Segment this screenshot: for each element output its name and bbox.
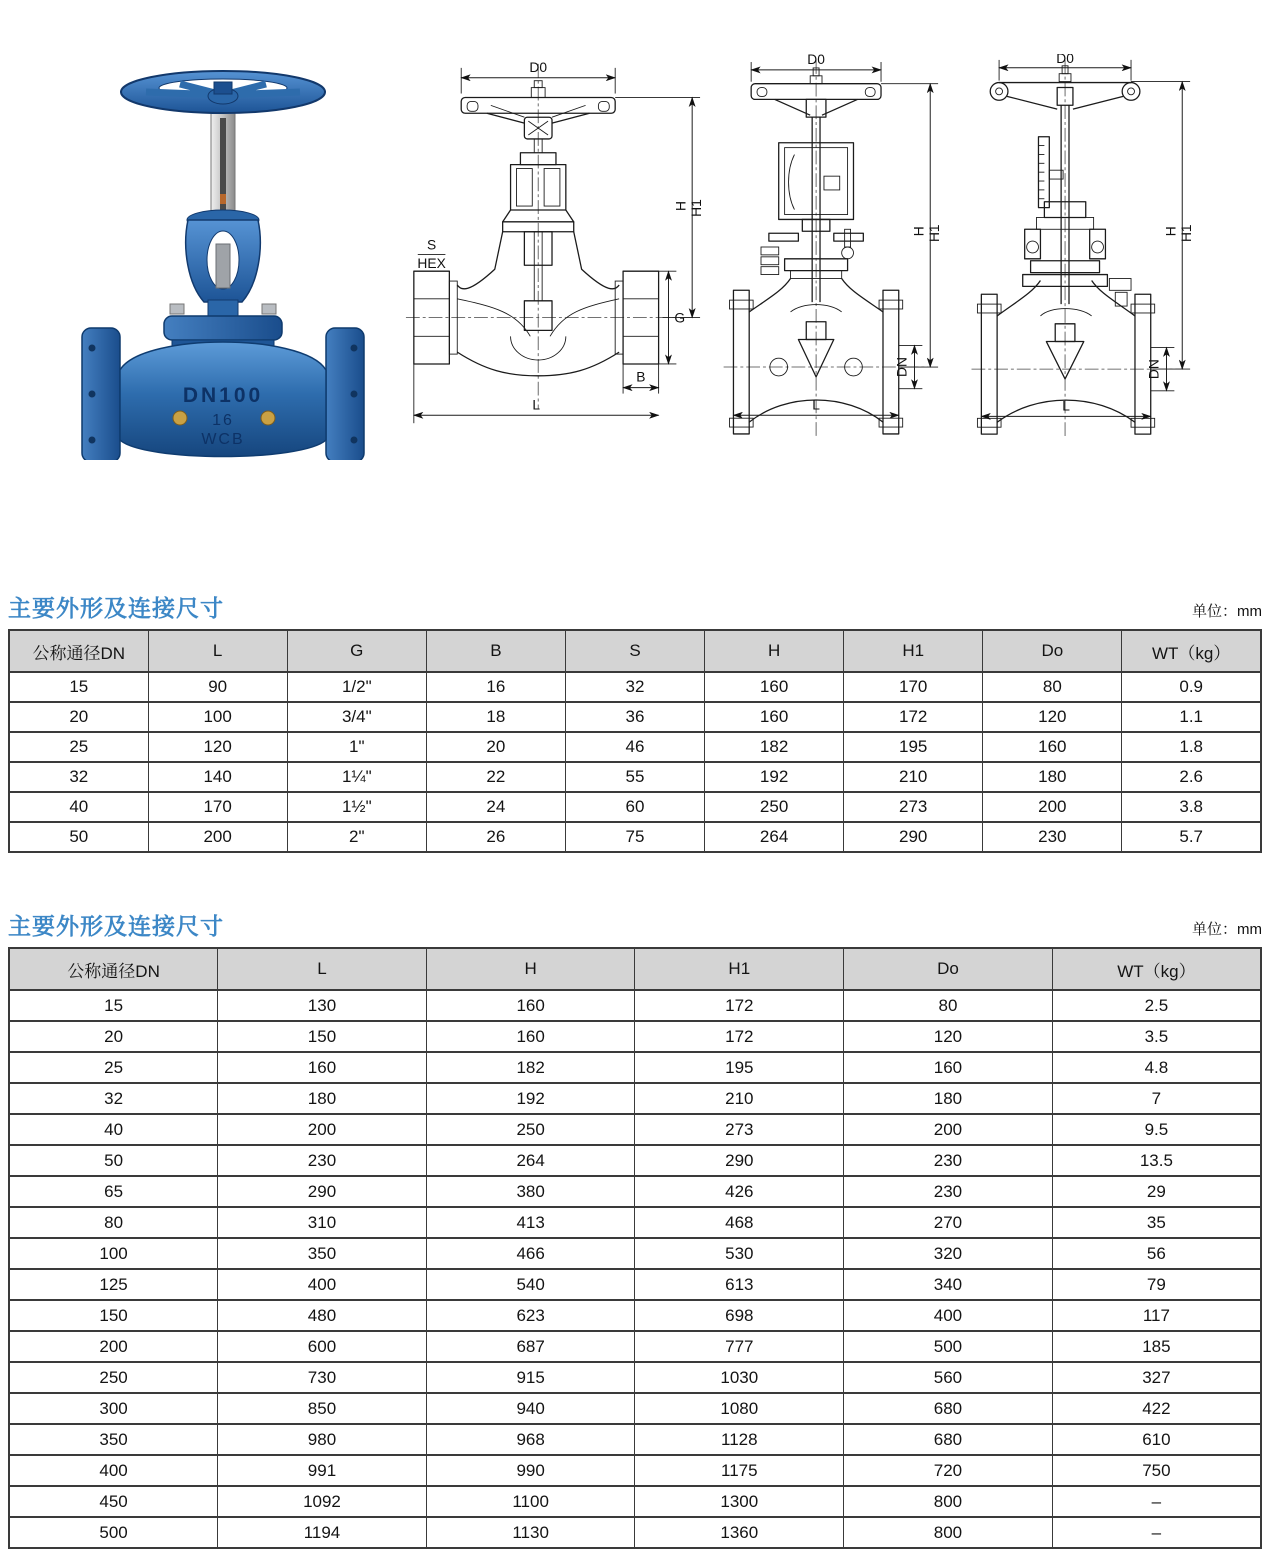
table-cell: –: [1052, 1486, 1261, 1517]
dim-label-h1: H1: [688, 199, 705, 217]
table-cell: 60: [565, 792, 704, 822]
table-cell: 230: [844, 1145, 1053, 1176]
table-cell: 422: [1052, 1393, 1261, 1424]
table-cell: 623: [426, 1300, 635, 1331]
table-cell: 20: [426, 732, 565, 762]
table-cell: 160: [218, 1052, 427, 1083]
table-cell: 65: [9, 1176, 218, 1207]
table-cell: 2": [287, 822, 426, 852]
column-header: G: [287, 630, 426, 672]
table-cell: 310: [218, 1207, 427, 1238]
table-cell: 1100: [426, 1486, 635, 1517]
table-cell: 270: [844, 1207, 1053, 1238]
table-cell: 250: [9, 1362, 218, 1393]
table-cell: 915: [426, 1362, 635, 1393]
table-cell: 1.1: [1122, 702, 1261, 732]
section-flanged-dimensions: [8, 908, 1262, 1549]
dimension-l: [414, 364, 659, 423]
table-row: [9, 1486, 1261, 1517]
table-cell: 195: [844, 732, 983, 762]
table-row: [9, 990, 1261, 1021]
table-cell: 160: [844, 1052, 1053, 1083]
table-cell: 250: [426, 1114, 635, 1145]
drawing-flanged-globe-valve: [700, 54, 944, 440]
table-cell: 150: [9, 1300, 218, 1331]
table-cell: 24: [426, 792, 565, 822]
drawing-threaded-globe-valve: [400, 58, 706, 438]
table-cell: 20: [9, 702, 148, 732]
table-cell: 3.5: [1052, 1021, 1261, 1052]
table-cell: 850: [218, 1393, 427, 1424]
column-header: H1: [844, 630, 983, 672]
table-row: [9, 822, 1261, 852]
table-cell: 800: [844, 1517, 1053, 1548]
section-title: 主要外形及连接尺寸: [8, 595, 224, 621]
table-row: [9, 1517, 1261, 1548]
table-cell: 100: [148, 702, 287, 732]
table-cell: 350: [9, 1424, 218, 1455]
table-cell: 613: [635, 1269, 844, 1300]
table-cell: 560: [844, 1362, 1053, 1393]
dimension-b: [623, 364, 659, 394]
drain-plug: [173, 411, 187, 425]
table-cell: 25: [9, 732, 148, 762]
table-cell: 290: [218, 1176, 427, 1207]
table-cell: 264: [705, 822, 844, 852]
table-cell: 210: [635, 1083, 844, 1114]
table-cell: 18: [426, 702, 565, 732]
table-cell: 1130: [426, 1517, 635, 1548]
stem-section: [1023, 105, 1131, 306]
column-header: WT（kg）: [1052, 948, 1261, 990]
table-cell: 600: [218, 1331, 427, 1362]
table-cell: 180: [844, 1083, 1053, 1114]
table-row: [9, 1455, 1261, 1486]
table-cell: 230: [218, 1145, 427, 1176]
table-cell: 20: [9, 1021, 218, 1052]
table-cell: 7: [1052, 1083, 1261, 1114]
body-section: [414, 232, 659, 376]
section-head: [8, 908, 1262, 941]
table-cell: 160: [426, 990, 635, 1021]
table-cell: 1.8: [1122, 732, 1261, 762]
table-cell: 400: [218, 1269, 427, 1300]
column-header: B: [426, 630, 565, 672]
table-cell: 210: [844, 762, 983, 792]
dimension-h-h1: [1131, 82, 1194, 370]
table-cell: 350: [218, 1238, 427, 1269]
table-row: [9, 1300, 1261, 1331]
table-cell: 230: [844, 1176, 1053, 1207]
table-cell: 413: [426, 1207, 635, 1238]
table-cell: 172: [635, 1021, 844, 1052]
table-cell: 720: [844, 1455, 1053, 1486]
table-cell: 160: [705, 702, 844, 732]
stem-yoke-section: [761, 117, 863, 302]
table-cell: 1": [287, 732, 426, 762]
table-cell: 3/4": [287, 702, 426, 732]
marking-pn16: 16: [212, 412, 234, 429]
dimension-h-h1: [615, 97, 704, 317]
table-cell: 29: [1052, 1176, 1261, 1207]
dimensions-table-flanged: [8, 947, 1262, 1549]
table-cell: 56: [1052, 1238, 1261, 1269]
table-cell: 182: [705, 732, 844, 762]
table-cell: 15: [9, 672, 148, 702]
table-cell: 200: [148, 822, 287, 852]
table-cell: 36: [565, 702, 704, 732]
column-header: Do: [844, 948, 1053, 990]
table-cell: 90: [148, 672, 287, 702]
table-cell: 40: [9, 792, 148, 822]
table-cell: 480: [218, 1300, 427, 1331]
table-cell: 500: [9, 1517, 218, 1548]
table-header-row: [9, 630, 1261, 672]
table-cell: 13.5: [1052, 1145, 1261, 1176]
table-cell: 273: [635, 1114, 844, 1145]
table-cell: 5.7: [1122, 822, 1261, 852]
table-cell: 300: [9, 1393, 218, 1424]
table-cell: 530: [635, 1238, 844, 1269]
column-header: 公称通径DN: [9, 948, 218, 990]
marking-dn100: DN100: [182, 384, 264, 407]
table-cell: 968: [426, 1424, 635, 1455]
column-header: Do: [983, 630, 1122, 672]
table-cell: 172: [844, 702, 983, 732]
table-cell: 4.8: [1052, 1052, 1261, 1083]
table-cell: 200: [9, 1331, 218, 1362]
table-cell: 9.5: [1052, 1114, 1261, 1145]
dim-label-d0: D0: [1056, 54, 1074, 66]
table-cell: 380: [426, 1176, 635, 1207]
column-header: S: [565, 630, 704, 672]
label-s-hex: [417, 236, 445, 271]
table-cell: 117: [1052, 1300, 1261, 1331]
table-cell: 800: [844, 1486, 1053, 1517]
table-row: [9, 1083, 1261, 1114]
table-cell: 195: [635, 1052, 844, 1083]
table-cell: 120: [983, 702, 1122, 732]
table-row: [9, 672, 1261, 702]
table-cell: 80: [844, 990, 1053, 1021]
dim-label-g: G: [674, 309, 686, 326]
table-row: [9, 1393, 1261, 1424]
table-cell: 400: [9, 1455, 218, 1486]
table-cell: 35: [1052, 1207, 1261, 1238]
table-cell: 468: [635, 1207, 844, 1238]
dim-label-h: H: [672, 201, 689, 212]
section-title: 主要外形及连接尺寸: [8, 913, 224, 939]
table-cell: 170: [844, 672, 983, 702]
table-cell: 26: [426, 822, 565, 852]
table-cell: 32: [9, 762, 148, 792]
table-cell: 2.5: [1052, 990, 1261, 1021]
table-cell: 80: [983, 672, 1122, 702]
column-header: 公称通径DN: [9, 630, 148, 672]
dim-label-h1: H1: [927, 224, 943, 243]
column-header: L: [148, 630, 287, 672]
table-cell: 172: [635, 990, 844, 1021]
table-cell: 273: [844, 792, 983, 822]
unit-label: 单位：mm: [1192, 921, 1262, 938]
table-cell: 160: [983, 732, 1122, 762]
section-head: [8, 590, 1262, 623]
table-cell: –: [1052, 1517, 1261, 1548]
valve-stem: [211, 104, 235, 226]
table-cell: 290: [844, 822, 983, 852]
dim-label-d0: D0: [807, 54, 825, 67]
table-cell: 750: [1052, 1455, 1261, 1486]
column-header: H: [426, 948, 635, 990]
table-cell: 200: [218, 1114, 427, 1145]
table-cell: 426: [635, 1176, 844, 1207]
dim-label-l: L: [1062, 398, 1070, 414]
table-cell: 3.8: [1122, 792, 1261, 822]
table-cell: 1/2": [287, 672, 426, 702]
table-cell: 990: [426, 1455, 635, 1486]
table-cell: 777: [635, 1331, 844, 1362]
table-cell: 25: [9, 1052, 218, 1083]
table-cell: 687: [426, 1331, 635, 1362]
handwheel: [121, 71, 325, 113]
table-cell: 130: [218, 990, 427, 1021]
table-cell: 0.9: [1122, 672, 1261, 702]
table-cell: 1194: [218, 1517, 427, 1548]
dim-label-h: H: [911, 226, 927, 237]
table-cell: 50: [9, 822, 148, 852]
table-cell: 320: [844, 1238, 1053, 1269]
table-row: [9, 702, 1261, 732]
table-cell: 160: [426, 1021, 635, 1052]
column-header: H1: [635, 948, 844, 990]
dim-label-b: B: [636, 368, 646, 385]
table-cell: 450: [9, 1486, 218, 1517]
table-cell: 160: [705, 672, 844, 702]
dim-label-l: L: [532, 396, 541, 413]
table-row: [9, 1114, 1261, 1145]
table-cell: 1092: [218, 1486, 427, 1517]
table-cell: 22: [426, 762, 565, 792]
dim-label-h: H: [1163, 226, 1179, 237]
table-cell: 730: [218, 1362, 427, 1393]
table-cell: 1360: [635, 1517, 844, 1548]
table-row: [9, 1424, 1261, 1455]
dimensions-table-threaded: [8, 629, 1262, 853]
dim-label-l: L: [812, 397, 820, 413]
table-cell: 1080: [635, 1393, 844, 1424]
table-cell: 980: [218, 1424, 427, 1455]
table-cell: 15: [9, 990, 218, 1021]
table-cell: 680: [844, 1424, 1053, 1455]
table-cell: 264: [426, 1145, 635, 1176]
table-cell: 340: [844, 1269, 1053, 1300]
table-row: [9, 1207, 1261, 1238]
marking-wcb: WCB: [201, 431, 245, 448]
table-row: [9, 1269, 1261, 1300]
table-cell: 1300: [635, 1486, 844, 1517]
table-cell: 120: [844, 1021, 1053, 1052]
dim-label-h1: H1: [1179, 224, 1195, 243]
dim-label-d0: D0: [529, 58, 548, 75]
table-cell: 125: [9, 1269, 218, 1300]
table-cell: 1128: [635, 1424, 844, 1455]
table-cell: 46: [565, 732, 704, 762]
table-cell: 32: [565, 672, 704, 702]
table-row: [9, 792, 1261, 822]
table-cell: 79: [1052, 1269, 1261, 1300]
table-cell: 50: [9, 1145, 218, 1176]
table-cell: 180: [983, 762, 1122, 792]
table-cell: 1½": [287, 792, 426, 822]
table-cell: 185: [1052, 1331, 1261, 1362]
table-cell: 940: [426, 1393, 635, 1424]
dimension-h-h1: [881, 84, 942, 367]
table-cell: 55: [565, 762, 704, 792]
table-cell: 16: [426, 672, 565, 702]
dim-label-hex: HEX: [417, 255, 446, 272]
section-threaded-dimensions: [8, 590, 1262, 853]
table-row: [9, 1021, 1261, 1052]
table-cell: 991: [218, 1455, 427, 1486]
table-cell: 200: [983, 792, 1122, 822]
table-cell: 192: [426, 1083, 635, 1114]
drawing-bellows-globe-valve: [938, 54, 1200, 440]
column-header: L: [218, 948, 427, 990]
dim-label-dn: DN: [1146, 359, 1162, 380]
unit-label: 单位：mm: [1192, 603, 1262, 620]
column-header: H: [705, 630, 844, 672]
table-row: [9, 732, 1261, 762]
table-cell: 192: [705, 762, 844, 792]
table-row: [9, 762, 1261, 792]
table-row: [9, 1052, 1261, 1083]
table-cell: 182: [426, 1052, 635, 1083]
table-row: [9, 1145, 1261, 1176]
table-cell: 1175: [635, 1455, 844, 1486]
yoke: [186, 210, 261, 302]
table-row: [9, 1362, 1261, 1393]
table-cell: 1030: [635, 1362, 844, 1393]
dim-label-s: S: [426, 236, 437, 253]
column-header: WT（kg）: [1122, 630, 1261, 672]
table-row: [9, 1331, 1261, 1362]
table-cell: 698: [635, 1300, 844, 1331]
table-cell: 150: [218, 1021, 427, 1052]
table-cell: 1¼": [287, 762, 426, 792]
table-cell: 75: [565, 822, 704, 852]
table-cell: 466: [426, 1238, 635, 1269]
table-cell: 180: [218, 1083, 427, 1114]
table-cell: 680: [844, 1393, 1053, 1424]
dim-label-dn: DN: [894, 357, 910, 377]
table-row: [9, 1238, 1261, 1269]
table-cell: 40: [9, 1114, 218, 1145]
table-cell: 120: [148, 732, 287, 762]
table-cell: 540: [426, 1269, 635, 1300]
table-cell: 200: [844, 1114, 1053, 1145]
table-cell: 500: [844, 1331, 1053, 1362]
dimension-l: [981, 398, 1150, 416]
table-cell: 32: [9, 1083, 218, 1114]
table-cell: 250: [705, 792, 844, 822]
table-cell: 140: [148, 762, 287, 792]
table-row: [9, 1176, 1261, 1207]
table-header-row: [9, 948, 1261, 990]
drain-plug: [261, 411, 275, 425]
table-cell: 2.6: [1122, 762, 1261, 792]
table-cell: 100: [9, 1238, 218, 1269]
table-cell: 610: [1052, 1424, 1261, 1455]
table-cell: 230: [983, 822, 1122, 852]
valve-photo: [62, 48, 384, 460]
table-cell: 400: [844, 1300, 1053, 1331]
table-cell: 290: [635, 1145, 844, 1176]
table-cell: 80: [9, 1207, 218, 1238]
table-cell: 170: [148, 792, 287, 822]
table-cell: 327: [1052, 1362, 1261, 1393]
